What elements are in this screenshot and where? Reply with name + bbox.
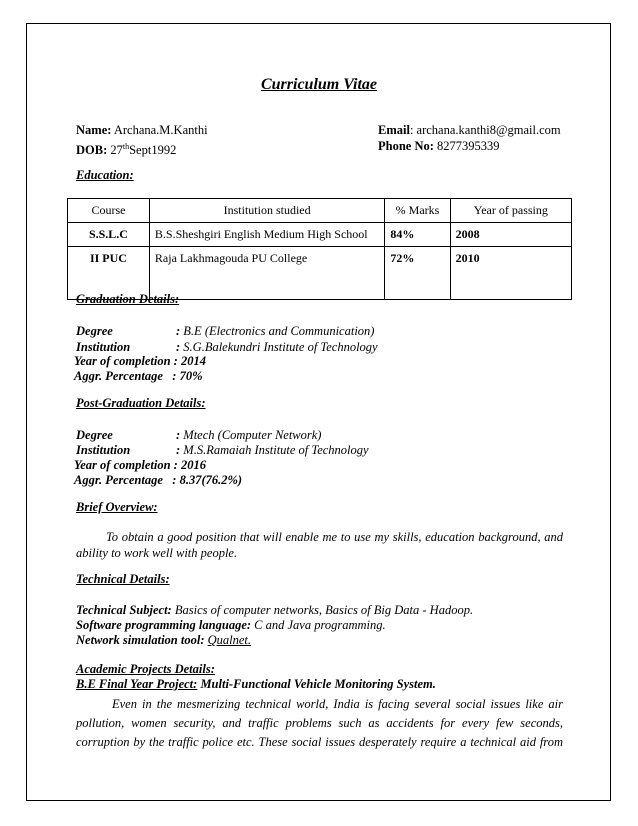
grad-degree-value: B.E (Electronics and Communication)	[183, 324, 375, 338]
network-label: Network simulation tool:	[76, 633, 205, 647]
grad-degree-label: Degree	[76, 324, 113, 338]
phone-value: 8277395339	[437, 139, 500, 153]
grad-year-label: Year of completion	[74, 354, 171, 368]
projects-heading: Academic Projects Details:	[76, 662, 215, 676]
software-label: Software programming language:	[76, 618, 252, 632]
table-row	[68, 223, 572, 247]
email-value: : archana.kanthi8@gmail.com	[409, 123, 561, 137]
cell-course: II PUC	[68, 247, 150, 300]
graduation-heading: Graduation Details:	[76, 292, 180, 306]
software-line	[76, 618, 386, 633]
overview-line-2: ability to work well with people.	[76, 546, 238, 560]
separator: :	[176, 443, 181, 457]
technical-subject-line	[76, 603, 473, 618]
grad-percentage-value: 70%	[179, 369, 203, 383]
dob-label: DOB:	[76, 143, 108, 158]
separator: :	[173, 354, 178, 368]
pg-degree-label: Degree	[76, 428, 113, 442]
project-desc-line-1: Even in the mesmerizing technical world, India is facing several social issues like air	[112, 697, 563, 711]
education-table	[67, 198, 572, 300]
post-graduation-heading: Post-Graduation Details:	[76, 396, 206, 410]
grad-percentage-label: Aggr. Percentage	[74, 369, 163, 383]
pg-year-value: 2016	[180, 458, 206, 472]
cell-marks: 72%	[385, 247, 450, 300]
project-value: Multi-Functional Vehicle Monitoring System.	[200, 677, 436, 691]
pg-year-label: Year of completion	[74, 458, 171, 472]
separator: :	[176, 340, 181, 354]
project-label: B.E Final Year Project:	[76, 677, 198, 691]
list-item	[74, 473, 242, 488]
name-line	[76, 123, 208, 138]
pg-institution-label: Institution	[76, 443, 131, 457]
pg-institution-value: M.S.Ramaiah Institute of Technology	[183, 443, 369, 457]
header-marks: % Marks	[385, 199, 450, 223]
overview-line-1: To obtain a good position that will enable me to use my skills, education background, and	[106, 530, 563, 544]
grad-institution-value: S.G.Balekundri Institute of Technology	[183, 340, 378, 354]
pg-percentage-value: 8.37(76.2%)	[179, 473, 243, 487]
email-line	[378, 123, 561, 138]
education-table-header	[68, 199, 572, 223]
list-item	[76, 443, 369, 458]
grad-year-value: 2014	[180, 354, 206, 368]
phone-label: Phone No:	[378, 139, 434, 153]
list-item	[74, 458, 206, 473]
cell-course: S.S.L.C	[68, 223, 150, 247]
phone-line	[378, 139, 500, 154]
pg-percentage-label: Aggr. Percentage	[74, 473, 163, 487]
grad-institution-label: Institution	[76, 340, 131, 354]
cell-year: 2008	[450, 223, 571, 247]
separator: :	[176, 428, 181, 442]
separator: :	[172, 369, 177, 383]
pg-degree-value: Mtech (Computer Network)	[183, 428, 322, 442]
project-desc-line-2: pollution, women security, and traffic problems such as accidents for every few seconds,	[76, 716, 563, 730]
network-line	[76, 633, 251, 648]
separator: :	[172, 473, 177, 487]
dob-suffix: th	[122, 142, 130, 151]
cell-institution: Raja Lakhmagouda PU College	[149, 247, 384, 300]
software-value: C and Java programming.	[254, 618, 386, 632]
project-desc-line-3: corruption by the traffic police etc. These social issues desperately require a technical aid from	[76, 735, 563, 749]
list-item	[76, 324, 374, 339]
header-year: Year of passing	[450, 199, 571, 223]
list-item	[76, 428, 321, 443]
header-institution: Institution studied	[149, 199, 384, 223]
dob-rest: Sept1992	[129, 143, 177, 158]
cell-institution: B.S.Sheshgiri English Medium High School	[149, 223, 384, 247]
list-item	[76, 340, 378, 355]
overview-heading: Brief Overview:	[76, 500, 158, 514]
list-item	[74, 369, 202, 384]
separator: :	[176, 324, 181, 338]
education-heading: Education:	[76, 168, 134, 182]
document-title: Curriculum Vitae	[260, 76, 378, 93]
email-label: Email	[378, 123, 410, 137]
cell-marks: 84%	[385, 223, 450, 247]
name-value: Archana.M.Kanthi	[113, 123, 208, 137]
name-label: Name:	[76, 123, 112, 137]
dob-line	[76, 139, 176, 158]
header-course: Course	[68, 199, 150, 223]
technical-heading: Technical Details:	[76, 572, 170, 586]
separator: :	[173, 458, 178, 472]
list-item	[74, 354, 206, 369]
network-value: Qualnet.	[207, 633, 252, 647]
project-title-line	[76, 677, 436, 692]
technical-subject-value: Basics of computer networks, Basics of Big Data - Hadoop.	[174, 603, 474, 617]
technical-subject-label: Technical Subject:	[76, 603, 172, 617]
cell-year: 2010	[450, 247, 571, 300]
dob-day: 27	[110, 143, 123, 158]
